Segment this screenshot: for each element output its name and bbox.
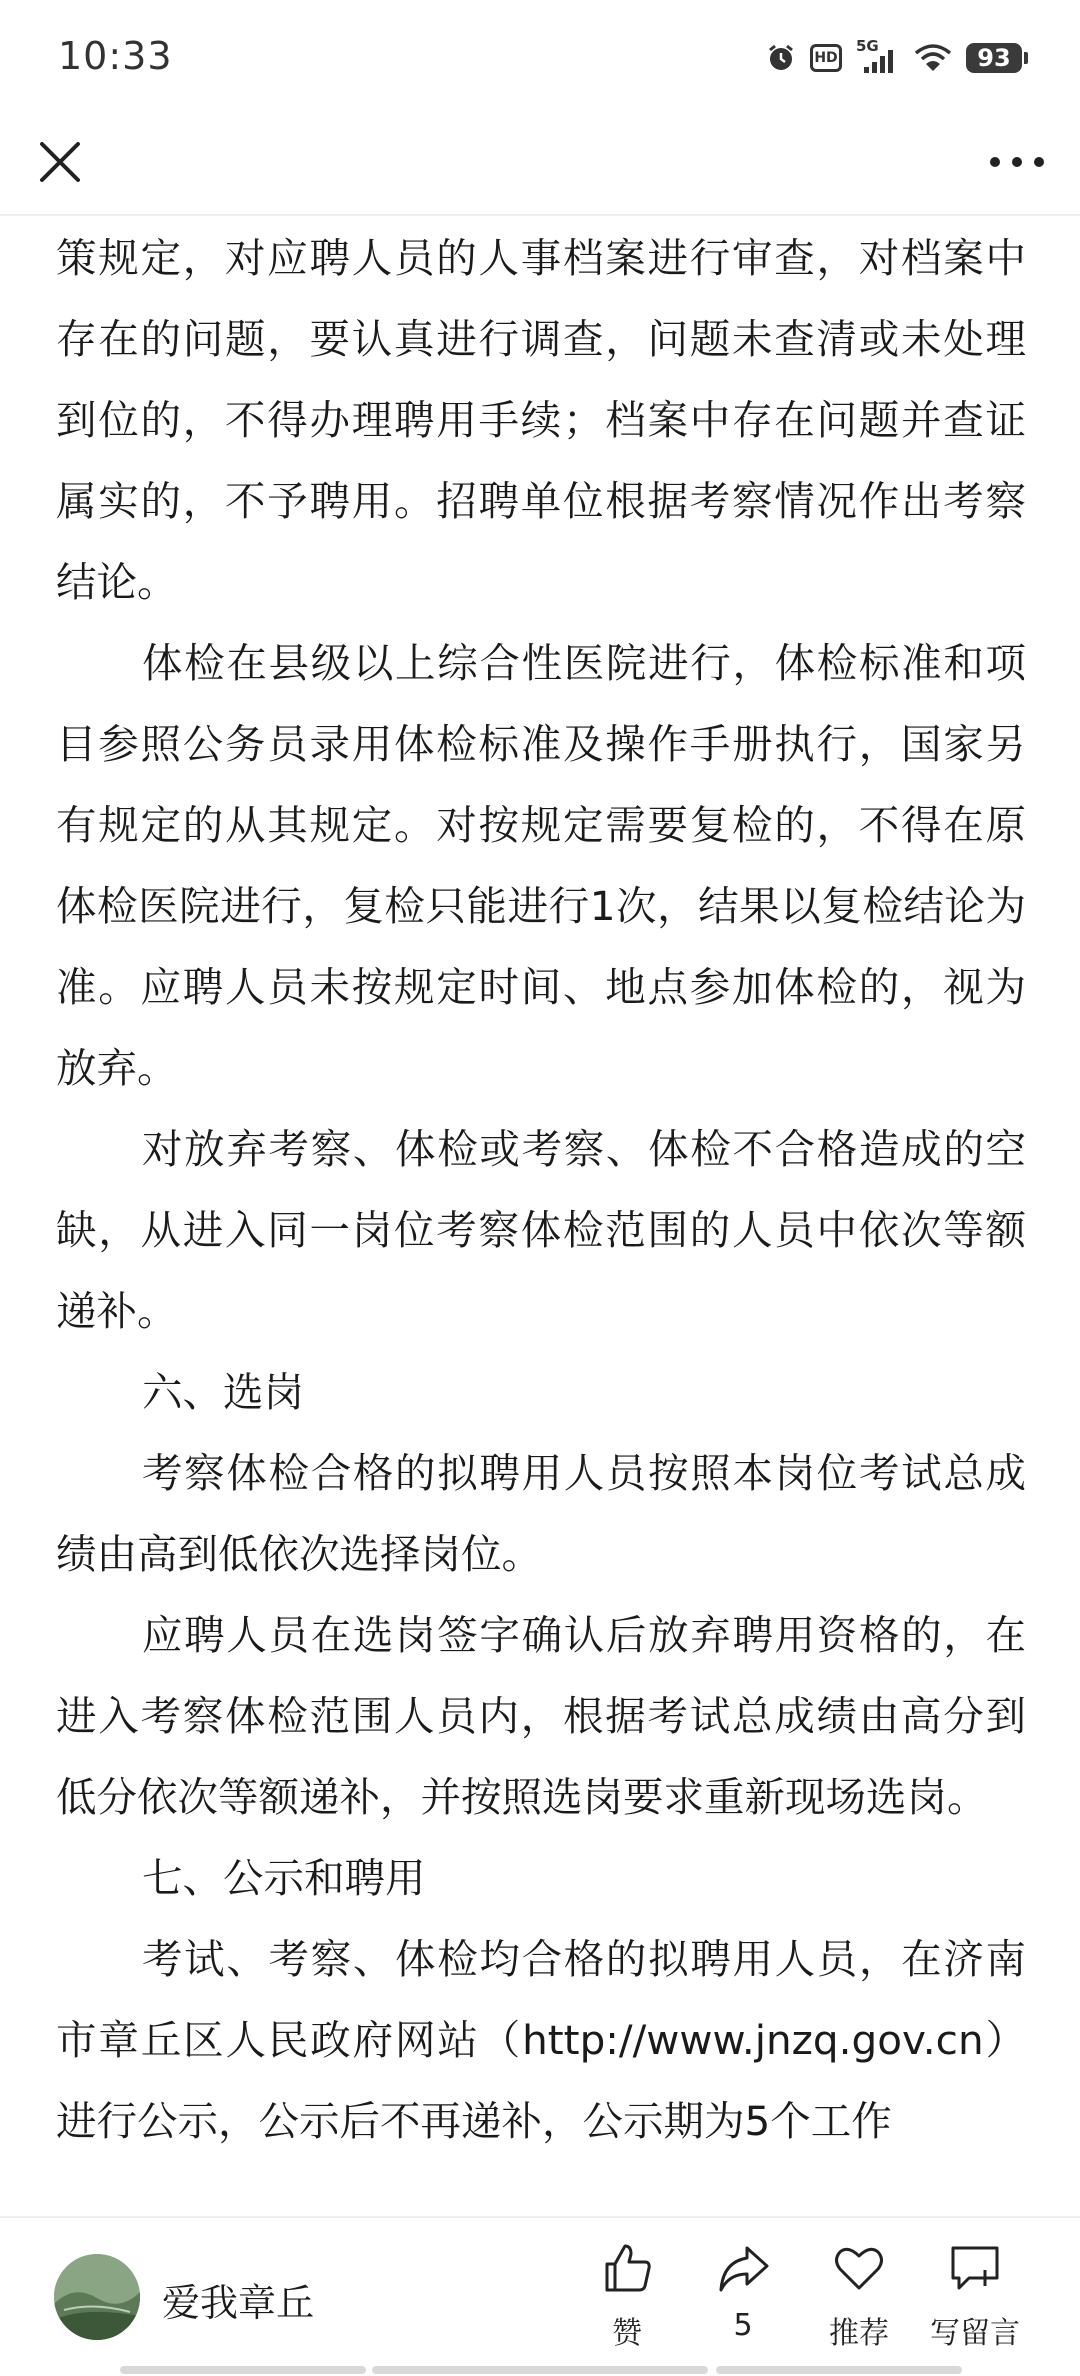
landscape-avatar-icon: [54, 2254, 140, 2340]
thumbs-up-icon: [599, 2240, 655, 2296]
account-name[interactable]: 爱我章丘: [162, 2281, 315, 2325]
article-paragraph: 考察体检合格的拟聘用人员按照本岗位考试总成绩由高到低依次选择岗位。: [56, 1449, 1026, 1578]
network-label: 5G: [856, 37, 879, 55]
5g-signal-icon: [856, 37, 900, 75]
like-label: 赞: [612, 2316, 642, 2351]
home-indicator-segment: [120, 2366, 366, 2374]
section-heading: 六、选岗: [142, 1368, 304, 1416]
alarm-icon: [766, 43, 796, 73]
article-body: [56, 218, 1026, 2216]
like-button[interactable]: [572, 2240, 682, 2360]
wifi-icon: [914, 43, 952, 73]
more-button[interactable]: [984, 134, 1050, 190]
bottom-bar: [0, 2216, 1080, 2376]
share-button[interactable]: [688, 2240, 798, 2360]
recommend-label: 推荐: [829, 2316, 889, 2351]
share-count: 5: [733, 2308, 753, 2343]
home-indicator-segment: [372, 2366, 708, 2374]
status-bar: [0, 0, 1080, 110]
heart-icon: [831, 2240, 887, 2296]
status-time: 10:33: [58, 34, 173, 78]
close-icon: [32, 134, 88, 190]
article-paragraph: 考试、考察、体检均合格的拟聘用人员，在济南市章丘区人民政府网站（http://www.jnzq.gov.cn）进行公示，公示后不再递补，公示期为5个工作: [56, 1935, 1026, 2145]
section-heading: 七、公示和聘用: [142, 1854, 426, 1902]
close-button[interactable]: [32, 134, 88, 190]
more-icon: [984, 134, 1050, 190]
comment-label: 写留言: [930, 2316, 1020, 2351]
top-bar: [0, 110, 1080, 216]
recommend-button[interactable]: [804, 2240, 914, 2360]
battery-icon: 93: [966, 43, 1022, 73]
article-paragraph: 对放弃考察、体检或考察、体检不合格造成的空缺，从进入同一岗位考察体检范围的人员中依次等额递补。: [56, 1125, 1026, 1335]
hd-icon: HD: [810, 44, 842, 72]
article-paragraph: 体检在县级以上综合性医院进行，体检标准和项目参照公务员录用体检标准及操作手册执行，国家另有规定的从其规定。对按规定需要复检的，不得在原体检医院进行，复检只能进行1次，结果以复检结论为准。应聘人员未按规定时间、地点参加体检的，视为放弃。: [56, 639, 1026, 1092]
share-icon: [715, 2240, 771, 2296]
article-paragraph: 策规定，对应聘人员的人事档案进行审查，对档案中存在的问题，要认真进行调查，问题未查清或未处理到位的，不得办理聘用手续；档案中存在问题并查证属实的，不予聘用。招聘单位根据考察情况作出考察结论。: [56, 234, 1026, 606]
account-avatar[interactable]: [54, 2254, 140, 2340]
comment-button[interactable]: [920, 2240, 1030, 2360]
home-indicator-segment: [716, 2366, 962, 2374]
article-paragraph: 应聘人员在选岗签字确认后放弃聘用资格的，在进入考察体检范围人员内，根据考试总成绩由高分到低分依次等额递补，并按照选岗要求重新现场选岗。: [56, 1611, 1026, 1821]
comment-add-icon: [947, 2240, 1003, 2296]
status-icons: [766, 37, 1022, 76]
